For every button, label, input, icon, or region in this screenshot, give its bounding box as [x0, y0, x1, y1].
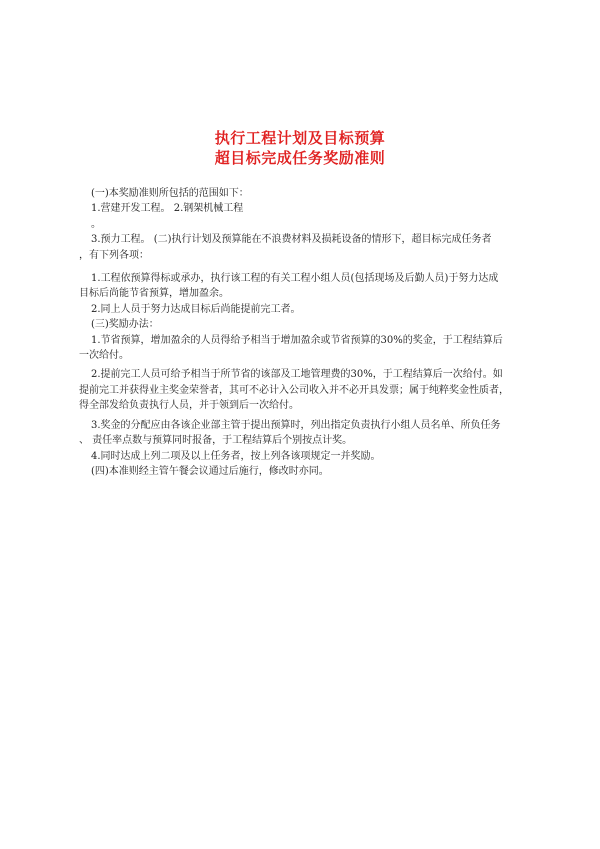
section-heading-effective: (四)本准则经主管午餐会议通过后施行，修改时亦同。: [91, 465, 329, 477]
body-line: 、 责任率点数与预算同时报备，于工程结算后个别按点计奖。: [79, 435, 353, 447]
body-line: 1.营建开发工程。 2.钢架机械工程: [91, 203, 244, 215]
document-body: [79, 186, 534, 479]
document-title-line-2: 超目标完成任务奖励准则: [214, 149, 386, 167]
body-line: 1.节省预算，增加盈余的人员得给予相当于增加盈余或节省预算的30%的奖金，于工程结算后: [91, 334, 503, 346]
body-line: 4.同时达成上列二项及以上任务者，按上列各该项规定一并奖励。: [91, 450, 381, 462]
body-line: 1.工程依预算得标或承办，执行该工程的有关工程小组人员(包括现场及后勤人员)于努力达成: [91, 273, 499, 285]
body-line: 2.提前完工人员可给予相当于所节省的该部及工地管理费的30%，于工程结算后一次给付。如: [91, 369, 503, 381]
body-line: 。: [91, 218, 101, 230]
section-heading-reward-method: (三)奖励办法：: [91, 319, 159, 331]
section-heading-scope: (一)本奖励准则所包括的范围如下：: [91, 188, 249, 199]
document-title-line-1: 执行工程计划及目标预算: [214, 129, 386, 147]
body-line: 得全部发给负责执行人员，并于领到后一次给付。: [79, 400, 299, 412]
body-line: ，有下列各项：: [79, 249, 149, 261]
spacer: [79, 263, 534, 271]
body-line: 目标后尚能节省预算，增加盈余。: [79, 288, 229, 300]
body-line: 2.同上人员于努力达成目标后尚能提前完工者。: [91, 303, 301, 315]
title-block: [0, 128, 600, 168]
body-line: 3.预力工程。 (二)执行计划及预算能在不浪费材料及损耗设备的情形下，超目标完成任务者: [91, 234, 492, 246]
body-line: 3.奖金的分配应由各该企业部主管于提出预算时，列出指定负责执行小组人员名单、所负任务: [91, 419, 501, 431]
body-line: 一次给付。: [79, 350, 129, 362]
body-line: 提前完工并获得业主奖金荣誉者，其可不必计入公司收入并不必开具发票；属于纯粹奖金性质者，: [79, 384, 509, 396]
